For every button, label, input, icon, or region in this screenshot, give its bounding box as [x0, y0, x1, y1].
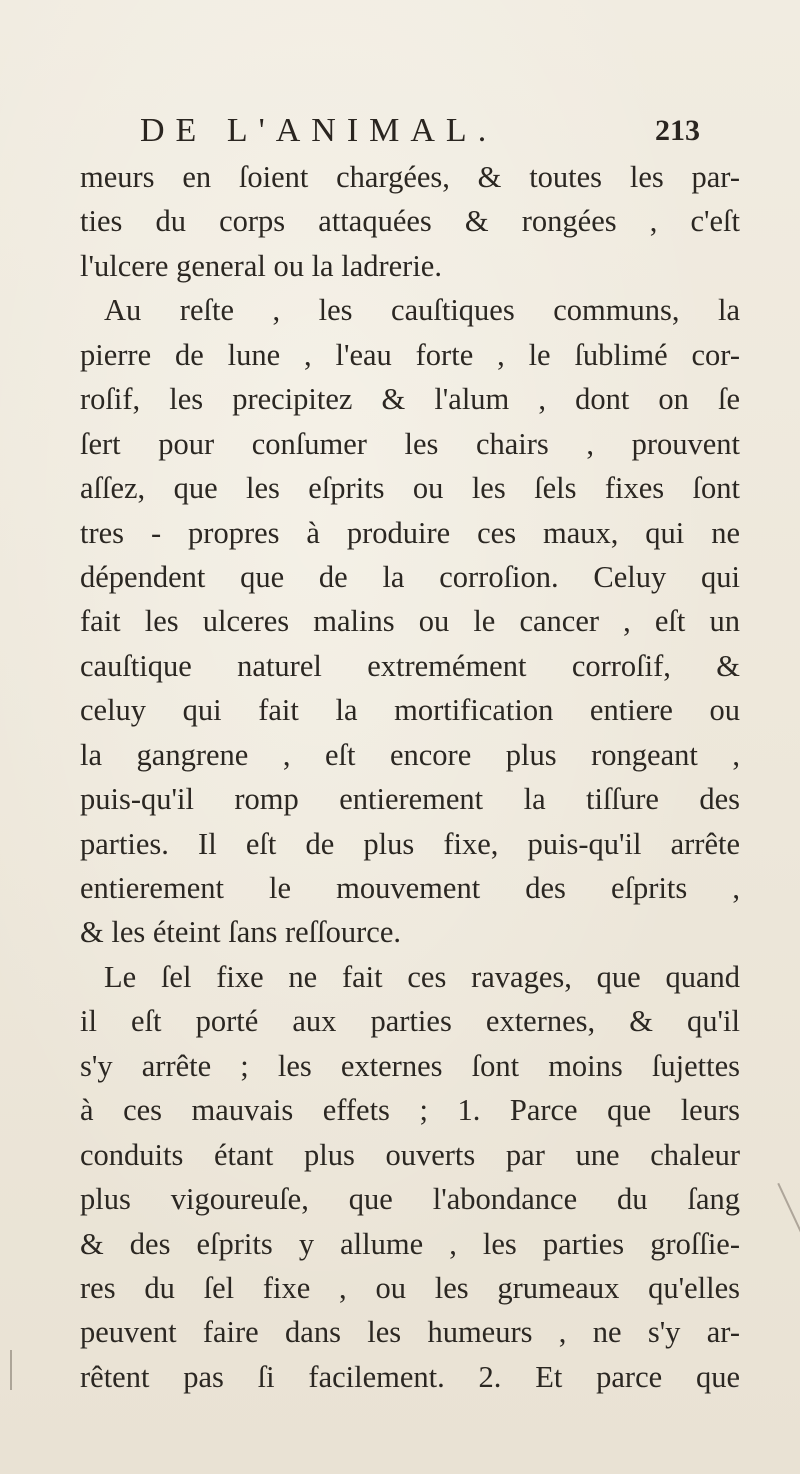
text-line: ties du corps attaquées & rongées , c'eſt	[80, 204, 740, 239]
text-line: cauſtique naturel extremément corroſif, &	[80, 648, 740, 683]
text-line: ſert pour conſumer les chairs , prouvent	[80, 426, 740, 461]
text-line: à ces mauvais effets ; 1. Parce que leurs	[80, 1093, 740, 1128]
text-line: l'ulcere general ou la ladrerie.	[80, 248, 442, 283]
text-line: peuvent faire dans les humeurs , ne s'y ar-	[80, 1315, 740, 1350]
text-line: conduits étant plus ouverts par une chaleur	[80, 1137, 740, 1172]
text-line: & les éteint ſans reſſource.	[80, 915, 401, 950]
paper-edge-mark	[10, 1350, 12, 1390]
page-number: 213	[655, 114, 700, 147]
text-line: il eſt porté aux parties externes, & qu'il	[80, 1004, 740, 1039]
text-line: pierre de lune , l'eau forte , le ſublimé cor-	[80, 337, 740, 372]
text-line: plus vigoureuſe, que l'abondance du ſang	[80, 1182, 740, 1217]
text-line: Le ſel fixe ne fait ces ravages, que quand	[104, 959, 740, 994]
text-line: aſſez, que les eſprits ou les ſels fixes ſont	[80, 471, 740, 506]
paper-edge-mark	[777, 1183, 800, 1247]
text-line: s'y arrête ; les externes ſont moins ſujettes	[80, 1048, 740, 1083]
running-title: DE L'ANIMAL.	[140, 112, 498, 149]
text-line: tres - propres à produire ces maux, qui ne	[80, 515, 740, 550]
text-line: res du ſel fixe , ou les grumeaux qu'elles	[80, 1270, 740, 1305]
text-line: celuy qui fait la mortification entiere ou	[80, 693, 740, 728]
text-line: meurs en ſoient chargées, & toutes les par-	[80, 160, 740, 194]
text-line: entierement le mouvement des eſprits ,	[80, 871, 740, 905]
text-line: fait les ulceres malins ou le cancer , eſt un	[80, 604, 740, 639]
text-line: & des eſprits y allume , les parties groſſie-	[80, 1226, 740, 1261]
running-head	[140, 112, 700, 152]
text-line: la gangrene , eſt encore plus rongeant ,	[80, 737, 740, 772]
body-text	[80, 155, 740, 1399]
text-line: rêtent pas ſi facilement. 2. Et parce que	[80, 1359, 740, 1394]
text-line: Au reſte , les cauſtiques communs, la	[104, 293, 740, 328]
text-line: dépendent que de la corroſion. Celuy qui	[80, 559, 740, 594]
text-line: parties. Il eſt de plus fixe, puis-qu'il arrête	[80, 826, 740, 861]
text-line: roſif, les precipitez & l'alum , dont on ſe	[80, 382, 740, 417]
text-line: puis-qu'il romp entierement la tiſſure des	[80, 782, 740, 817]
